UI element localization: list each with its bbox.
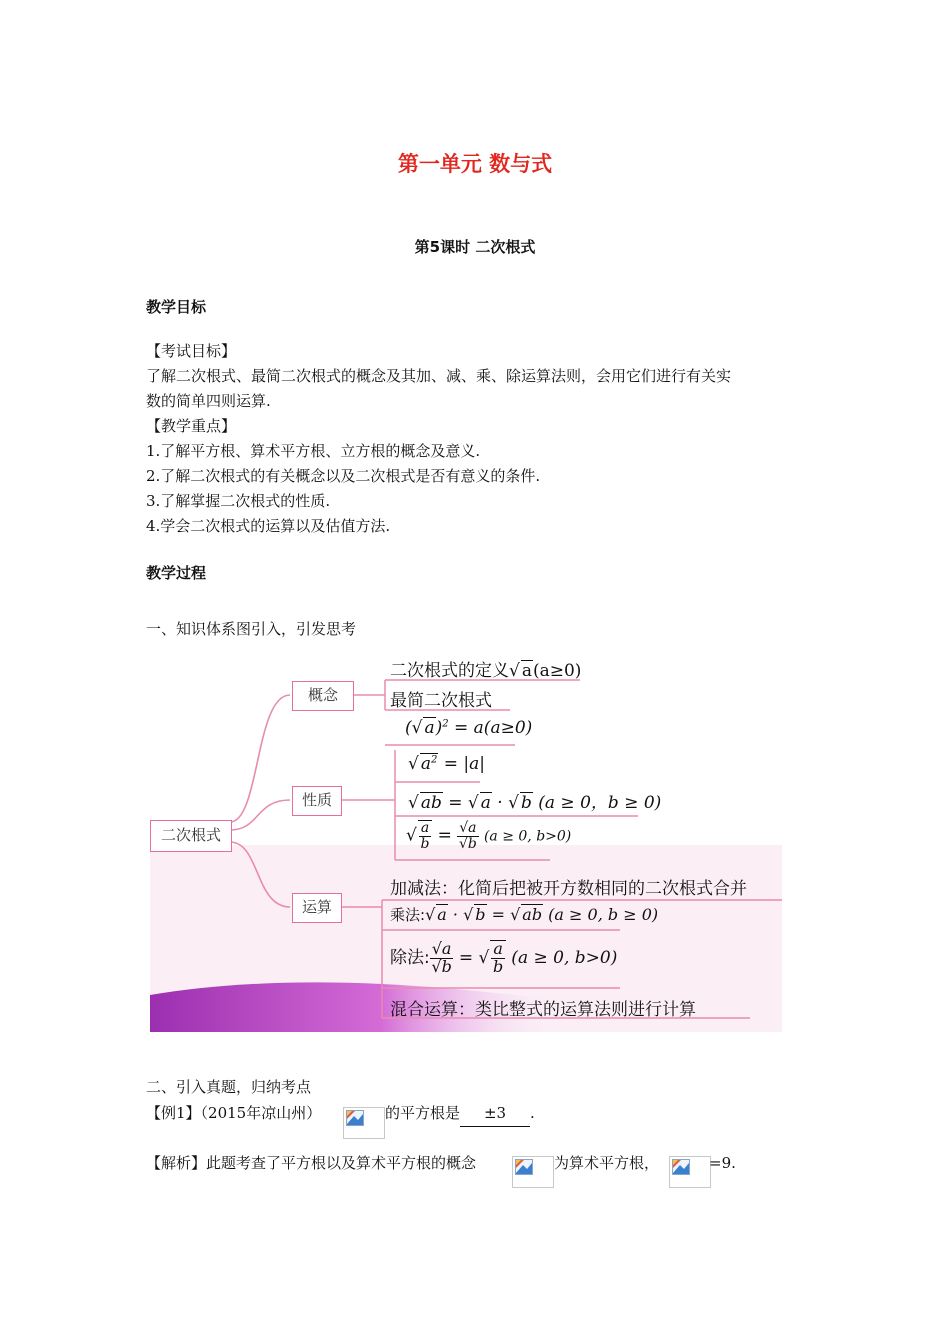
concept-simplest-radical: 最简二次根式	[390, 691, 492, 711]
mindmap-root-node: 二次根式	[150, 820, 232, 852]
section-heading-goals: 教学目标	[146, 298, 207, 316]
property-formula-quotient: √ $\frac{a}{b}$ = $\frac{√a}{√b}$ (a ≥ 0, b>0)	[406, 820, 572, 852]
operation-mixed: 混合运算：类比整式的运算法则进行计算	[390, 1000, 696, 1020]
concept-definition	[390, 656, 581, 681]
concept-definition-label: 二次根式的定义	[390, 661, 509, 681]
example-1-answer: ±3	[460, 1101, 530, 1127]
broken-image-icon	[343, 1107, 385, 1139]
property-formula-abs: √ $a^2 = |a|$	[408, 754, 486, 774]
operation-add-sub: 加减法：化简后把被开方数相同的二次根式合并	[390, 879, 747, 899]
property-formula-product: √ ab = √ a · √ b (a ≥ 0，b ≥ 0)	[408, 793, 662, 813]
analysis-end: =9.	[709, 1154, 736, 1172]
broken-image-icon	[512, 1156, 554, 1188]
example-1-label: 【例1】（2015年凉山州）	[146, 1104, 322, 1122]
lesson-title: 第5课时 二次根式	[414, 238, 536, 256]
mindmap-property-node: 性质	[292, 786, 342, 816]
operation-divide: 除法: $\frac{√a}{√b}$ = √ $\frac{a}{b}$ (a ≥ 0, b>0)	[390, 939, 618, 976]
exam-goal-line: 了解二次根式、最简二次根式的概念及其加、减、乘、除运算法则，会用它们进行有关实	[146, 367, 732, 385]
mindmap-concept-node: 概念	[292, 681, 354, 711]
example-1-period: .	[530, 1104, 535, 1122]
property-formula-square: (√ a)$^2$ = a(a≥0)	[405, 718, 533, 738]
divide-label: 除法:	[390, 947, 430, 968]
definition-formula: √ a(a≥0)	[509, 661, 582, 681]
knowledge-mindmap	[150, 650, 782, 1032]
section-heading-process: 教学过程	[146, 564, 207, 582]
example-1-question: 的平方根是	[385, 1104, 461, 1122]
mindmap-operation-node: 运算	[292, 893, 342, 923]
analysis-label: 【解析】此题考查了平方根以及算术平方根的概念	[146, 1154, 477, 1172]
broken-image-icon	[669, 1156, 711, 1188]
multiply-label: 乘法:	[390, 906, 426, 924]
key-point-item: 3.了解掌握二次根式的性质.	[146, 492, 331, 510]
step-one-text: 一、知识体系图引入，引发思考	[146, 620, 357, 638]
key-point-item: 4.学会二次根式的运算以及估值方法.	[146, 517, 391, 535]
step-two-text: 二、引入真题，归纳考点	[146, 1078, 312, 1096]
exam-goal-label: 【考试目标】	[146, 342, 237, 360]
key-points-label: 【教学重点】	[146, 417, 237, 435]
analysis-middle: 为算术平方根，	[554, 1154, 660, 1172]
unit-title: 第一单元 数与式	[397, 152, 553, 176]
operation-multiply: 乘法:√ a · √ b = √ ab (a ≥ 0, b ≥ 0)	[390, 905, 659, 924]
key-point-item: 1.了解平方根、算术平方根、立方根的概念及意义.	[146, 442, 481, 460]
exam-goal-line: 数的简单四则运算.	[146, 392, 271, 410]
example-1-text	[385, 1101, 535, 1127]
key-point-item: 2.了解二次根式的有关概念以及二次根式是否有意义的条件.	[146, 467, 541, 485]
